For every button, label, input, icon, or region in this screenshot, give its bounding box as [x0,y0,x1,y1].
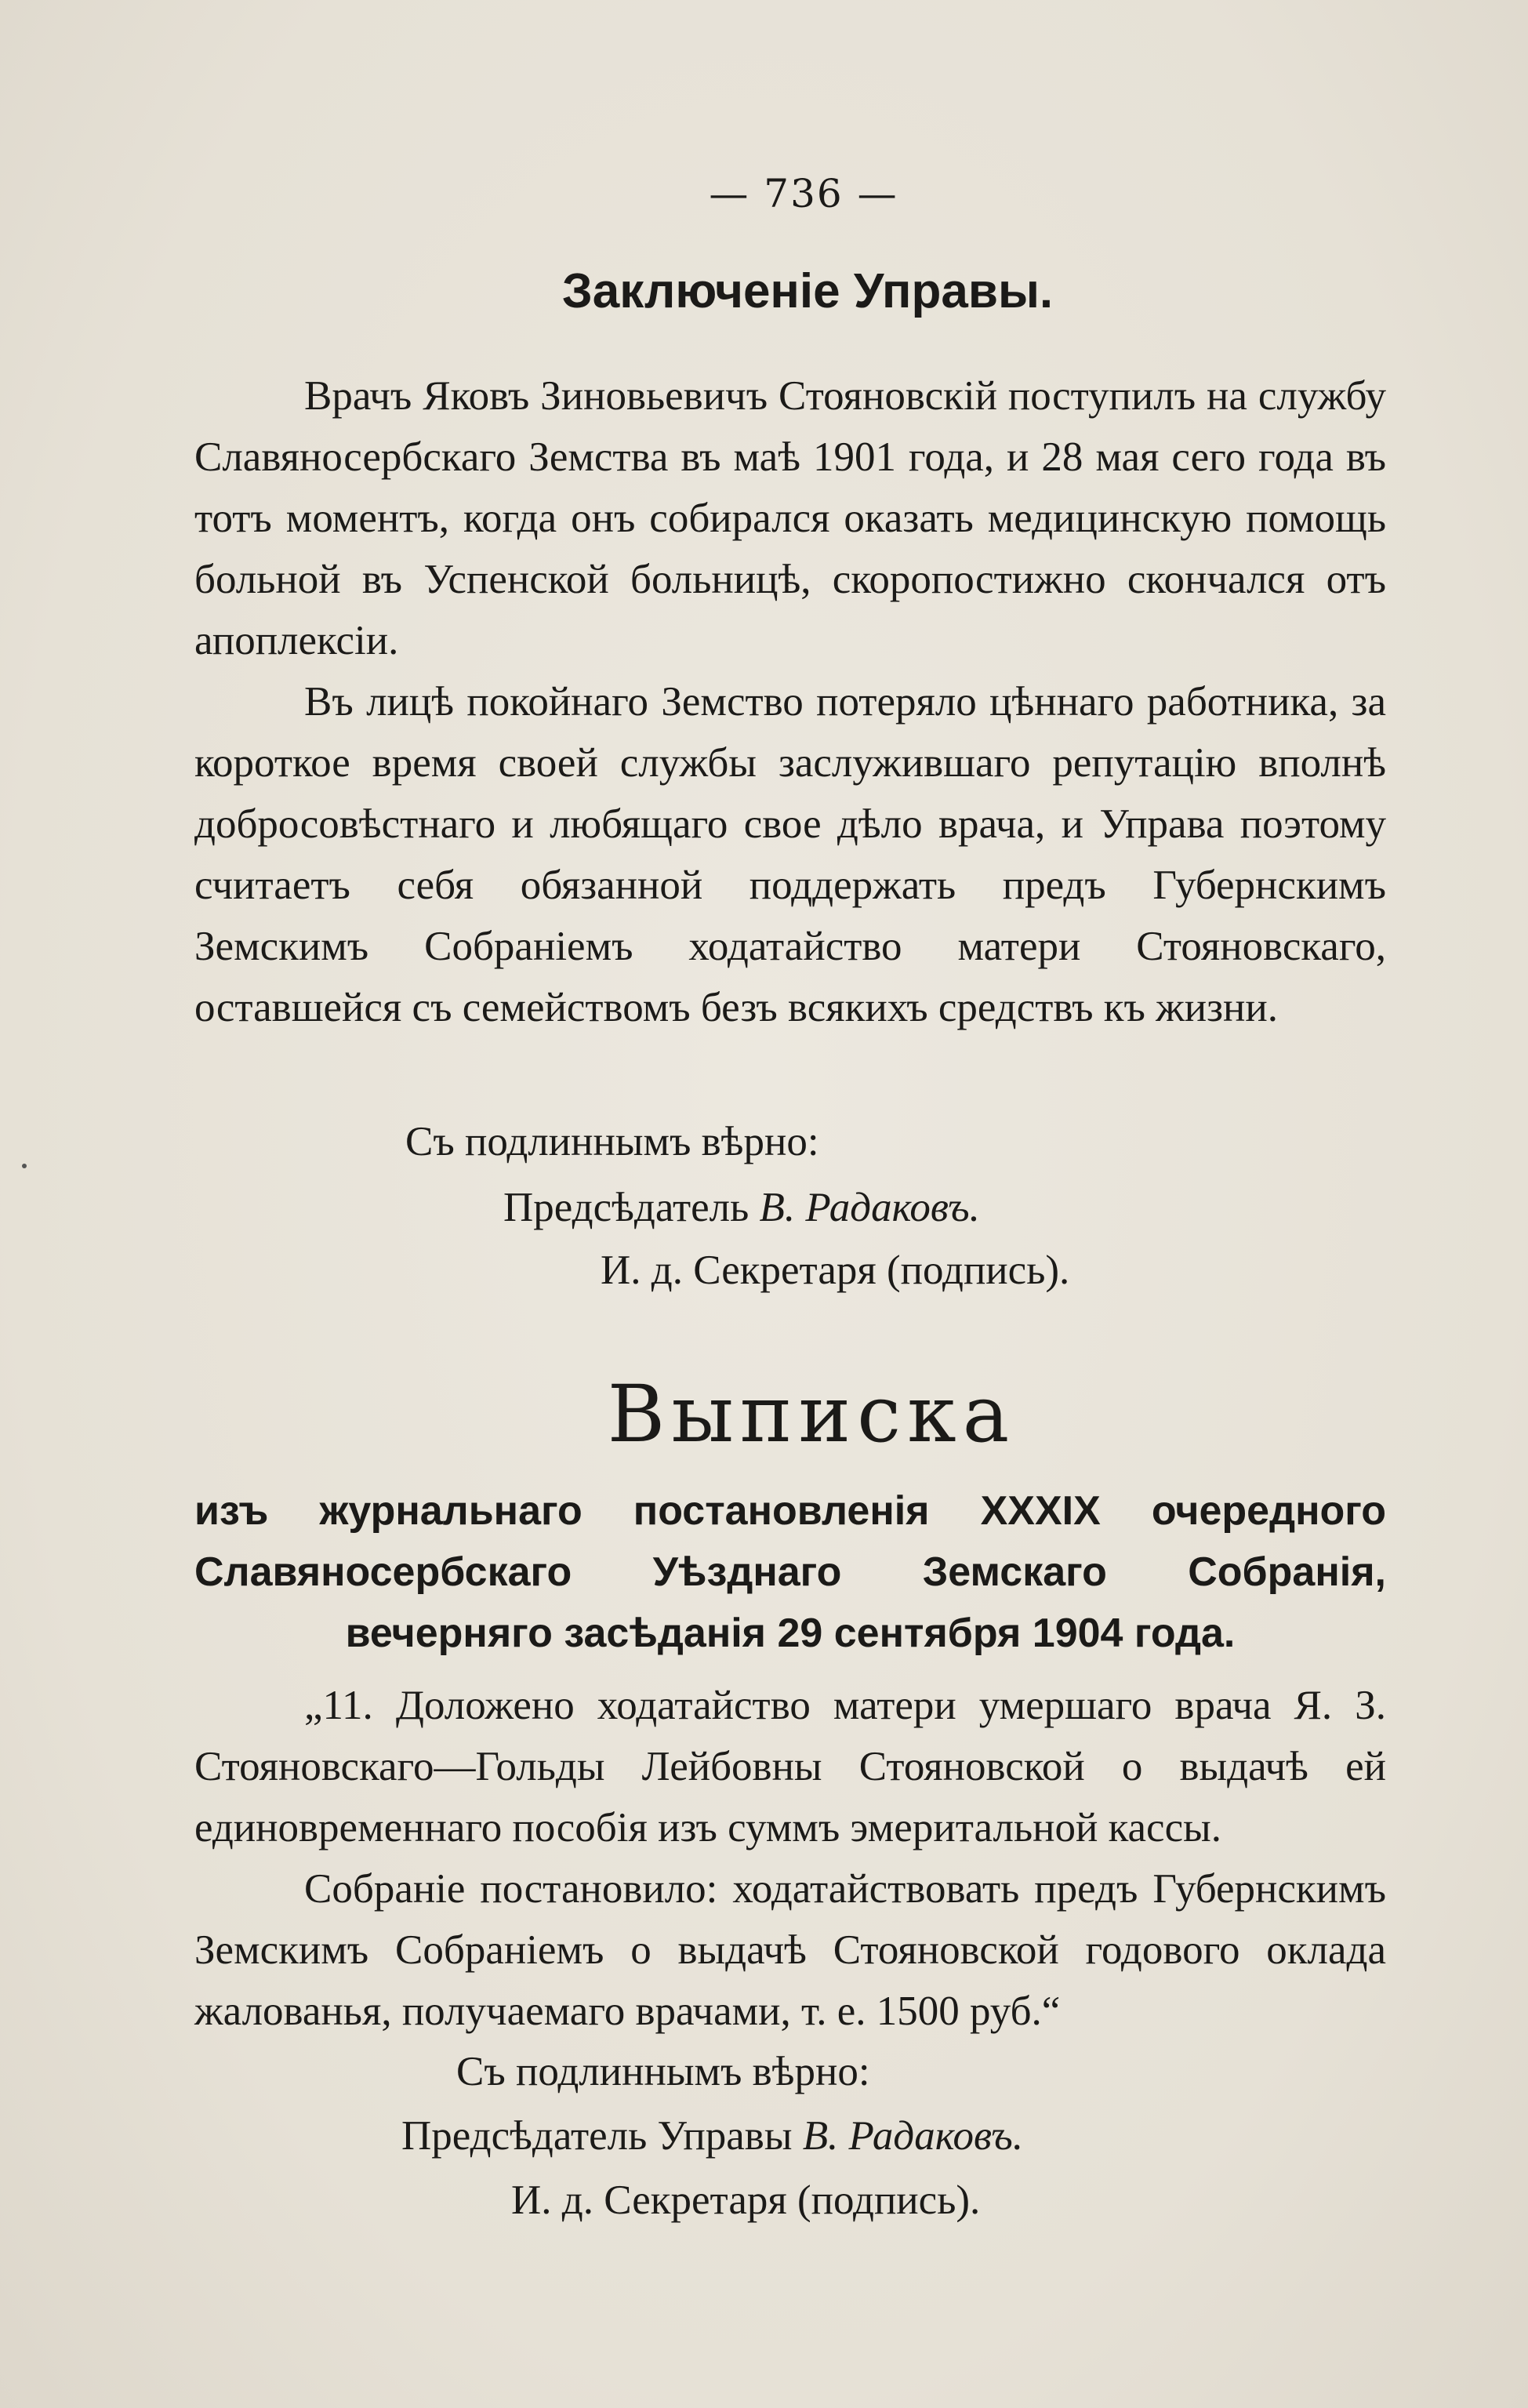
chair-label: Предсѣдатель [503,1185,749,1230]
extract-text [194,1675,1386,2042]
chair-signature [503,1184,980,1231]
margin-mark [22,1164,27,1168]
paragraph: Собраніе постановило: ходатайствовать предъ Губернскимъ Земскимъ Собраніемъ о выдачѣ Стояновской годового оклада жалованья, получаемаго врачами, т. е. 1500 руб.“ [194,1866,1386,2034]
paragraph: Въ лицѣ покойнаго Земство потеряло цѣннаго работника, за короткое время своей службы заслужившаго репутацію вполнѣ добросовѣстнаго и любящаго свое дѣло врача, и Управа поэтому считаетъ себя обязанной поддержать предъ Губернскимъ Земскимъ Собраніемъ ходатайство матери Стояновскаго, оставшейся съ семействомъ безъ всякихъ средствъ къ жизни. [194,679,1386,1030]
chair-name: В. Радаковъ. [759,1185,980,1230]
chair-name: В. Радаковъ. [802,2113,1024,2159]
conclusion-text [194,365,1386,1038]
section-title-conclusion: Заключеніе Управы. [561,264,1054,318]
chair-signature [401,2112,1023,2159]
page-number: — 736 — [709,171,898,216]
chair-label: Предсѣдатель Управы [401,2113,793,2159]
verified-note: Съ подлиннымъ вѣрно: [405,1119,819,1164]
secretary-signature: И. д. Секретаря (подпись). [601,1248,1070,1293]
secretary-signature: И. д. Секретаря (подпись). [511,2177,981,2223]
paragraph: Врачъ Яковъ Зиновьевичъ Стояновскій поступилъ на службу Славяносербскаго Земства въ маѣ 1901 года, и 28 мая сего года въ тотъ моментъ, когда онъ собирался оказать медицинскую помощь больной въ Успенской больницѣ, скоропостижно скончался отъ апоплексіи. [194,373,1386,663]
extract-subtitle: изъ журнальнаго постановленія XXXIX очередного Славяносербскаго Уѣзднаго Земскаго Собранія, вечерняго засѣданія 29 сентября 1904 года. [194,1488,1386,1656]
verified-note: Съ подлиннымъ вѣрно: [456,2049,870,2094]
section-title-extract: Выписка [607,1368,1016,1460]
paragraph: „11. Доложено ходатайство матери умершаго врача Я. З. Стояновскаго—Гольды Лейбовны Стояновской о выдачѣ ей единовременнаго пособія изъ суммъ эмеритальной кассы. [194,1683,1386,1850]
